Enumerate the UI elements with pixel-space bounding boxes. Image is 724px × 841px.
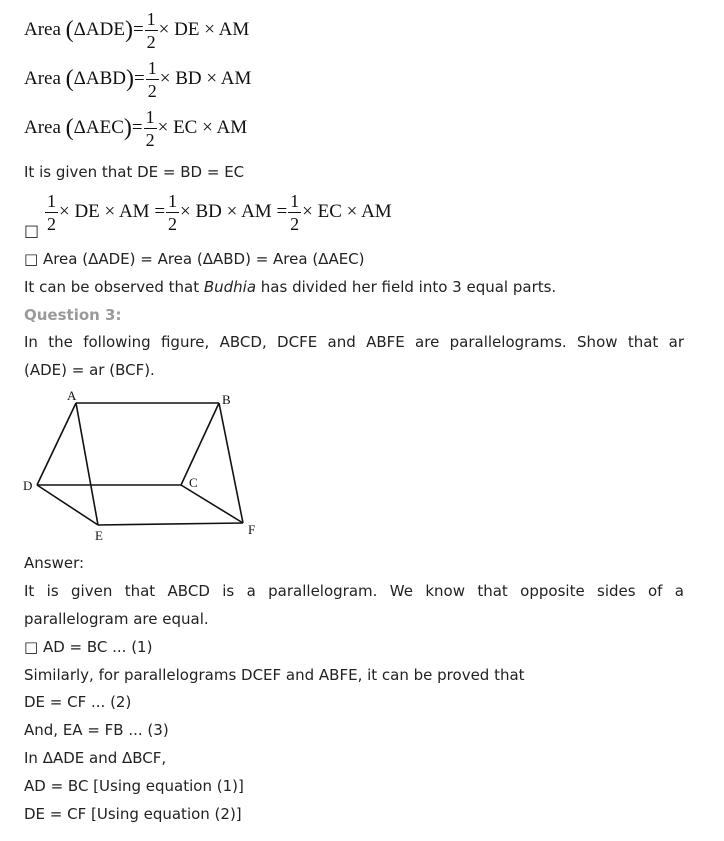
equation-area-abd: Area (ΔABD)= $\frac{1}{2}$ × BD × AM	[24, 58, 252, 101]
line-cf	[181, 485, 243, 523]
given-line: It is given that DE = BD = EC	[24, 163, 245, 181]
line-bc	[181, 403, 219, 485]
combined-term-3: × EC × AM	[302, 200, 392, 222]
fraction-numerator: 1	[145, 107, 155, 127]
label-e: E	[95, 528, 103, 543]
line-bf	[219, 403, 243, 523]
proof-line: DE = CF ... (2)	[24, 693, 132, 711]
equation-prefix: Area	[24, 116, 61, 138]
fraction-numerator: 1	[147, 58, 157, 78]
fraction-half	[146, 59, 159, 100]
fraction-denominator: 2	[145, 130, 155, 150]
proof-line: And, EA = FB ... (3)	[24, 721, 169, 739]
label-b: B	[222, 392, 231, 407]
triangle-name: ΔABD	[73, 67, 127, 89]
paren-open: (	[65, 16, 74, 43]
combined-equation	[44, 192, 392, 233]
fraction-half	[45, 192, 58, 233]
fraction-denominator: 2	[146, 32, 156, 52]
label-f: F	[248, 522, 256, 537]
fraction-half	[166, 192, 179, 233]
paren-open: (	[65, 65, 74, 92]
label-d: D	[23, 478, 33, 493]
fraction-half	[144, 108, 157, 149]
area-equality-line: □ Area (ΔADE) = Area (ΔABD) = Area (ΔAEC)	[24, 250, 365, 268]
proof-line: □ AD = BC ... (1)	[24, 638, 153, 656]
paren-close: )	[126, 65, 135, 92]
proof-line: Similarly, for parallelograms DCEF and ABFE, it can be proved that	[24, 666, 525, 684]
equation-expression: × BD × AM	[159, 67, 252, 89]
label-a: A	[67, 388, 77, 403]
combined-term-2: × BD × AM =	[180, 200, 288, 222]
question-title: Question 3:	[24, 306, 122, 324]
therefore-box-icon: □	[24, 221, 40, 240]
fraction-half	[145, 10, 158, 51]
paren-close: )	[123, 114, 132, 141]
equation-area-ade: Area (ΔADE)= $\frac{1}{2}$ × DE × AM	[24, 9, 250, 52]
question-line-2: (ADE) = ar (BCF).	[24, 361, 155, 379]
proof-line: DE = CF [Using equation (2)]	[24, 805, 242, 823]
fraction-numerator: 1	[168, 191, 178, 211]
fraction-numerator: 1	[47, 191, 56, 211]
paren-open: (	[65, 114, 74, 141]
equation-area-aec: Area (ΔAEC)= $\frac{1}{2}$ × EC × AM	[24, 107, 248, 150]
combined-term-1: × DE × AM =	[59, 200, 166, 222]
parallelogram-figure	[18, 386, 268, 546]
equation-prefix: Area	[24, 18, 61, 40]
observation-name: Budhia	[203, 278, 257, 296]
line-ad	[37, 403, 76, 485]
fraction-denominator: 2	[47, 214, 56, 234]
observation-text: has divided her field into 3 equal parts.	[256, 278, 557, 296]
line-ae	[76, 403, 98, 525]
observation-text: It can be observed that	[24, 278, 204, 296]
answer-line-1: It is given that ABCD is a parallelogram. We know that opposite sides of a	[24, 582, 684, 600]
fraction-denominator: 2	[168, 214, 178, 234]
fraction-denominator: 2	[290, 214, 300, 234]
proof-line: AD = BC [Using equation (1)]	[24, 777, 244, 795]
proof-line: In ΔADE and ΔBCF,	[24, 749, 167, 767]
fraction-numerator: 1	[290, 191, 300, 211]
equation-prefix: Area	[24, 67, 61, 89]
line-de	[37, 485, 98, 525]
paren-close: )	[124, 16, 133, 43]
triangle-name: ΔADE	[73, 18, 125, 40]
equation-expression: × DE × AM	[158, 18, 250, 40]
question-line-1: In the following figure, ABCD, DCFE and ABFE are parallelograms. Show that ar	[24, 333, 684, 351]
fraction-half	[288, 192, 301, 233]
answer-line-2: parallelogram are equal.	[24, 610, 209, 628]
fraction-numerator: 1	[146, 9, 156, 29]
equation-expression: × EC × AM	[157, 116, 248, 138]
line-ef	[98, 523, 243, 525]
fraction-denominator: 2	[147, 81, 157, 101]
observation-line	[24, 278, 556, 296]
triangle-name: ΔAEC	[73, 116, 124, 138]
label-c: C	[189, 475, 198, 490]
answer-label: Answer:	[24, 554, 85, 572]
